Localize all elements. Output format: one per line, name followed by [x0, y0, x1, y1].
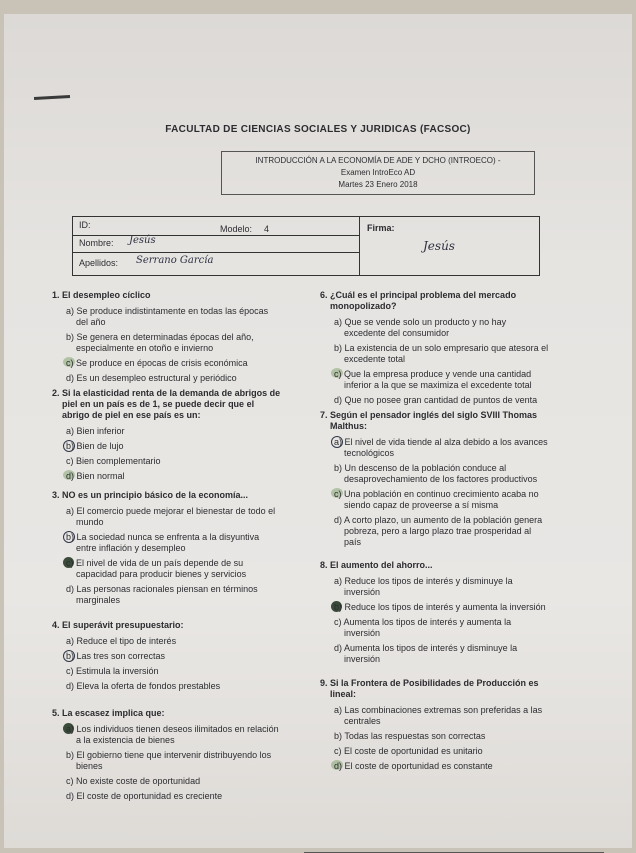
question-2-text: 2. Si la elasticidad renta de la demanda de abrigos de — [52, 388, 281, 398]
option-q7-d: pobreza, pero a largo plazo trae prosperidad al — [334, 526, 532, 536]
course-title: INTRODUCCIÓN A LA ECONOMÍA DE ADE Y DCHO (INTROECO) - — [255, 156, 501, 165]
option-q5-d: d) El coste de oportunidad es creciente — [66, 791, 223, 801]
student-fields — [73, 217, 360, 275]
option-q1-c: c) Se produce en épocas de crisis económica — [66, 358, 248, 368]
option-q8-b: b) Reduce los tipos de interés y aumenta la inversión — [334, 602, 546, 612]
option-q3-c: c) El nivel de vida de un país depende de su — [66, 558, 244, 568]
nombre-value: Jesús — [129, 235, 156, 246]
option-q8-c: inversión — [334, 628, 381, 638]
option-q3-b: entre inflación y desempleo — [66, 543, 186, 553]
option-q1-b: especialmente en otoño e invierno — [66, 343, 214, 353]
option-q2-a: a) Bien inferior — [66, 426, 125, 436]
option-q3-b: b) La sociedad nunca se enfrenta a la disyuntiva — [66, 532, 260, 542]
option-q9-d: d) El coste de oportunidad es constante — [334, 761, 493, 771]
question-8-text: 8. El aumento del ahorro... — [320, 560, 433, 570]
option-q6-a: excedente del consumidor — [334, 328, 450, 338]
option-q1-a: del año — [66, 317, 106, 327]
option-q6-d: d) Que no posee gran cantidad de puntos de venta — [334, 395, 538, 405]
question-7-text: Malthus: — [320, 421, 367, 431]
option-q5-a: a la existencia de bienes — [66, 735, 175, 745]
nombre-row — [73, 235, 359, 253]
option-q6-c: inferior a la que se maximiza el excedente total — [334, 380, 532, 390]
question-9-text: lineal: — [320, 689, 357, 699]
option-q7-b: desaprovechamiento de los factores productivos — [334, 474, 538, 484]
option-q3-c: capacidad para producir bienes y servicios — [66, 569, 247, 579]
option-q6-b: b) La existencia de un solo empresario que atesora el — [334, 343, 549, 353]
option-q3-d: marginales — [66, 595, 121, 605]
option-q1-a: a) Se produce indistintamente en todas las épocas — [66, 306, 269, 316]
option-q5-a: a) Los individuos tienen deseos ilimitados en relación — [66, 724, 279, 734]
option-q4-d: d) Eleva la oferta de fondos prestables — [66, 681, 221, 691]
exam-sheet — [4, 14, 632, 848]
course-box — [221, 151, 535, 195]
option-q3-d: d) Las personas racionales piensan en términos — [66, 584, 258, 594]
option-q7-c: c) Una población en continuo crecimiento acaba no — [334, 489, 539, 499]
option-q8-d: inversión — [334, 654, 381, 664]
pen-mark — [34, 95, 70, 100]
option-q4-c: c) Estimula la inversión — [66, 666, 159, 676]
apellidos-label: Apellidos: — [79, 258, 119, 268]
option-q4-b: b) Las tres son correctas — [66, 651, 166, 661]
option-q9-a: centrales — [334, 716, 381, 726]
option-q6-b: excedente total — [334, 354, 406, 364]
option-q9-b: b) Todas las respuestas son correctas — [334, 731, 486, 741]
option-q2-c: c) Bien complementario — [66, 456, 161, 466]
question-5-text: 5. La escasez implica que: — [52, 708, 165, 718]
option-q7-d: país — [334, 537, 362, 547]
question-6-text: 6. ¿Cuál es el principal problema del mercado — [320, 290, 517, 300]
option-q4-a: a) Reduce el tipo de interés — [66, 636, 177, 646]
faculty-title: FACULTAD DE CIENCIAS SOCIALES Y JURIDICAS (FACSOC) — [165, 124, 471, 135]
exam-name: Examen IntroEco AD — [340, 168, 416, 177]
nombre-label: Nombre: — [79, 238, 114, 248]
option-q7-c: siendo capaz de proveerse a sí misma — [334, 500, 499, 510]
option-q1-d: d) Es un desempleo estructural y periódico — [66, 373, 237, 383]
question-7-text: 7. Según el pensador inglés del siglo SVIII Thomas — [320, 410, 538, 420]
option-q7-a: a) El nivel de vida tiende al alza debido a los avances — [334, 437, 548, 447]
modelo-value: 4 — [264, 224, 270, 234]
modelo-label: Modelo: — [220, 224, 253, 234]
option-q8-c: c) Aumenta los tipos de interés y aumenta la — [334, 617, 512, 627]
option-q9-a: a) Las combinaciones extremas son preferidas a las — [334, 705, 543, 715]
option-q6-c: c) Que la empresa produce y vende una cantidad — [334, 369, 532, 379]
option-q5-b: b) El gobierno tiene que intervenir distribuyendo los — [66, 750, 272, 760]
apellidos-row — [73, 252, 359, 274]
option-q1-b: b) Se genera en determinadas épocas del año, — [66, 332, 254, 342]
question-2-text: piel en un país es de 1, se puede decir que el — [52, 399, 255, 409]
question-4-text: 4. El superávit presupuestario: — [52, 620, 184, 630]
option-q3-a: mundo — [66, 517, 104, 527]
option-q2-b: b) Bien de lujo — [66, 441, 124, 451]
apellidos-value: Serrano García — [136, 255, 214, 266]
student-id-table — [72, 216, 540, 276]
question-3-text: 3. NO es un principio básico de la economía... — [52, 490, 249, 500]
option-q7-d: d) A corto plazo, un aumento de la población genera — [334, 515, 543, 525]
id-label: ID: — [79, 220, 91, 230]
exam-date: Martes 23 Enero 2018 — [338, 180, 418, 189]
question-2-text: abrigo de piel en ese país es un: — [52, 410, 201, 420]
firma-label: Firma: — [367, 223, 395, 233]
option-q7-a: tecnológicos — [334, 448, 395, 458]
question-1-text: 1. El desempleo cíclico — [52, 290, 151, 300]
option-q9-c: c) El coste de oportunidad es unitario — [334, 746, 483, 756]
option-q5-b: bienes — [66, 761, 103, 771]
option-q8-a: inversión — [334, 587, 381, 597]
option-q6-a: a) Que se vende solo un producto y no hay — [334, 317, 507, 327]
option-q8-d: d) Aumenta los tipos de interés y disminuye la — [334, 643, 518, 653]
option-q8-a: a) Reduce los tipos de interés y disminuye la — [334, 576, 513, 586]
signature: Jesús — [423, 239, 455, 253]
option-q7-b: b) Un descenso de la población conduce al — [334, 463, 507, 473]
option-q5-c: c) No existe coste de oportunidad — [66, 776, 201, 786]
question-9-text: 9. Si la Frontera de Posibilidades de Producción es — [320, 678, 539, 688]
option-q2-d: d) Bien normal — [66, 471, 125, 481]
question-6-text: monopolizado? — [320, 301, 397, 311]
id-row — [73, 217, 359, 236]
option-q3-a: a) El comercio puede mejorar el bienestar de todo el — [66, 506, 276, 516]
